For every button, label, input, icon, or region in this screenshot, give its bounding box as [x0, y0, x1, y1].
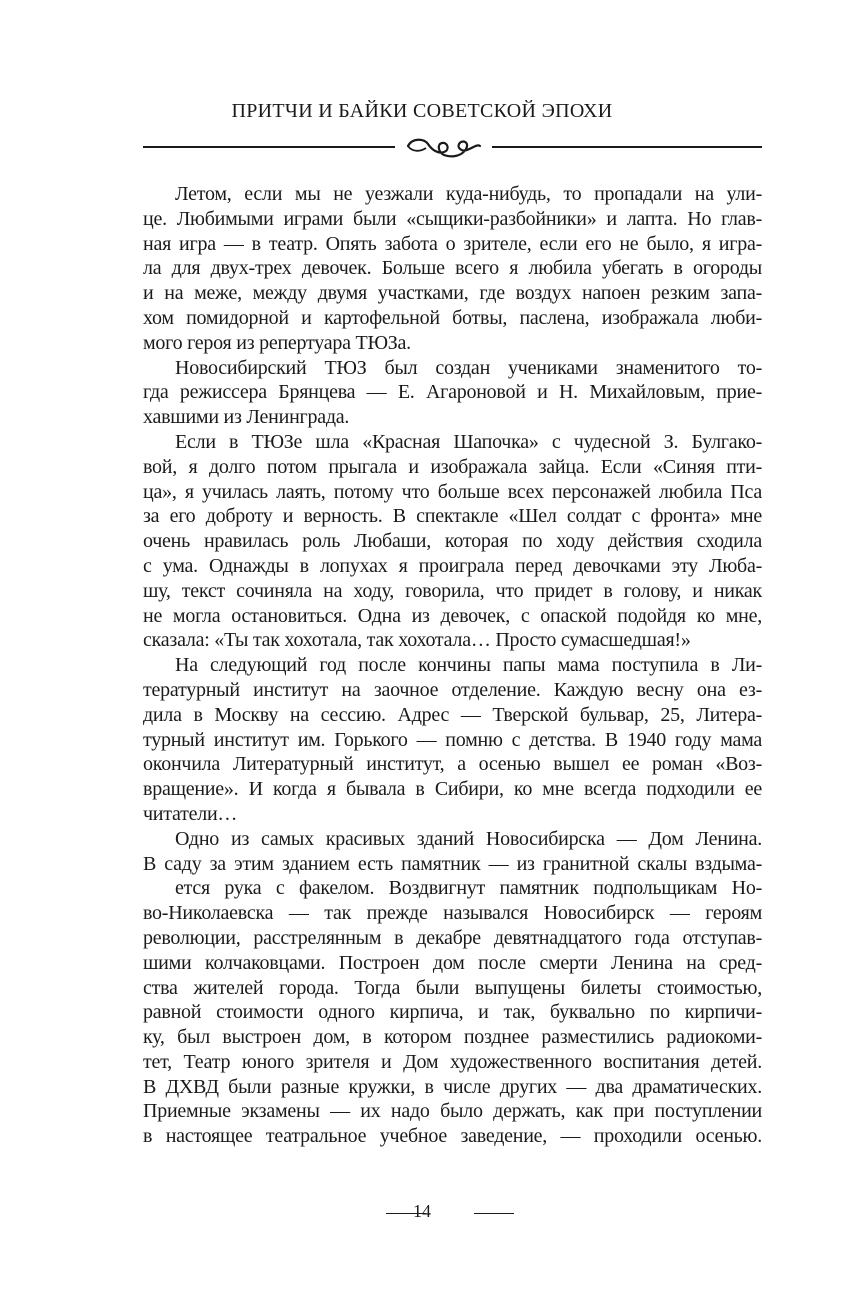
scroll-flourish-icon: [404, 134, 484, 160]
text-line: ла для двух-трех девочек. Больше всего я любила убегать в огороды: [143, 257, 762, 280]
text-line: турный институт им. Горького — помню с детства. В 1940 году мама: [143, 728, 762, 751]
text-line: Приемные экзамены — их надо было держать, как при поступлении: [143, 1100, 762, 1123]
text-line: вращение». И когда я бывала в Сибири, ко мне всегда подходили ее: [143, 778, 762, 801]
text-line: ства жителей города. Тогда были выпущены билеты стоимостью,: [143, 976, 762, 999]
text-line: равной стоимости одного кирпича, и так, буквально по кирпичи-: [143, 1001, 762, 1024]
text-line: Летом, если мы не уезжали куда-нибудь, то пропадали на ули-: [175, 183, 762, 205]
text-line: ку, был выстроен дом, в котором позднее разместились радиокоми-: [143, 1026, 762, 1049]
footer-rule-right: [474, 1213, 514, 1214]
text-line: не могла остановиться. Одна из девочек, с опаской подойдя ко мне,: [143, 604, 762, 627]
text-line: На следующий год после кончины папы мама поступила в Ли-: [175, 654, 762, 677]
text-line: хавшими из Ленинграда.: [143, 406, 350, 429]
text-line: дила в Москву на сессию. Адрес — Тверской бульвар, 25, Литера-: [143, 703, 762, 726]
text-line: Одно из самых красивых зданий Новосибирска — Дом Ленина.: [175, 827, 762, 850]
text-line: хом помидорной и картофельной ботвы, паслена, изображала люби-: [143, 306, 762, 329]
text-line: очень нравилась роль Любаши, которая по ходу действия сходила: [143, 530, 762, 553]
text-line: Если в ТЮЗе шла «Красная Шапочка» с чудесной З. Булгако-: [175, 430, 762, 453]
text-line: В саду за этим зданием есть памятник — из гранитной скалы вздыма-: [143, 852, 762, 875]
text-line: в настоящее театральное учебное заведение, — проходили осенью.: [143, 1125, 762, 1148]
header-rule-left: [143, 146, 395, 148]
text-line: ная игра — в театр. Опять забота о зрителе, если его не было, я игра-: [143, 232, 762, 255]
text-line: вой, я долго потом прыгала и изображала зайца. Если «Синяя пти-: [143, 455, 762, 478]
text-line: читатели…: [143, 802, 238, 825]
text-line: шу, текст сочиняла на ходу, говорила, что придет в голову, и никак: [143, 579, 762, 602]
text-line: тературный институт на заочное отделение. Каждую весну она ез-: [143, 678, 762, 701]
text-line: тет, Театр юного зрителя и Дом художественного воспитания детей.: [143, 1050, 762, 1073]
page-number: 14: [413, 1201, 431, 1221]
text-line: ется рука с факелом. Воздвигнут памятник подпольщикам Но-: [175, 877, 762, 900]
text-line: гда режиссера Брянцева — Е. Агароновой и Н. Михайловым, прие-: [143, 381, 762, 404]
text-line: за его доброту и верность. В спектакле «Шел солдат с фронта» мне: [143, 505, 762, 528]
body-text: [143, 182, 762, 1149]
text-line: окончила Литературный институт, а осенью вышел ее роман «Воз-: [143, 753, 762, 776]
text-line: ца», я училась лаять, потому что больше всех персонажей любила Пса: [143, 480, 762, 503]
text-line: сказала: «Ты так хохотала, так хохотала… Просто сумасшедшая!»: [143, 629, 691, 652]
running-header: ПРИТЧИ И БАЙКИ СОВЕТСКОЙ ЭПОХИ: [231, 100, 613, 122]
text-line: и на меже, между двумя участками, где воздух напоен резким запа-: [143, 282, 762, 305]
text-line: Новосибирский ТЮЗ был создан учениками знаменитого то-: [175, 356, 762, 379]
text-line: це. Любимыми играми были «сыщики-разбойники» и лапта. Но глав-: [143, 207, 762, 230]
header-rule-right: [492, 146, 762, 148]
text-line: В ДХВД были разные кружки, в числе других — два драматических.: [143, 1075, 762, 1098]
text-line: революции, расстрелянным в декабре девятнадцатого года отступав-: [143, 926, 762, 949]
text-line: мого героя из репертуара ТЮЗа.: [143, 331, 411, 354]
text-line: шими колчаковцами. Построен дом после смерти Ленина на сред-: [143, 951, 762, 974]
text-line: с ума. Однажды в лопухах я проиграла перед девочками эту Люба-: [143, 554, 762, 577]
text-line: во-Николаевска — так прежде назывался Новосибирск — героям: [143, 902, 762, 925]
